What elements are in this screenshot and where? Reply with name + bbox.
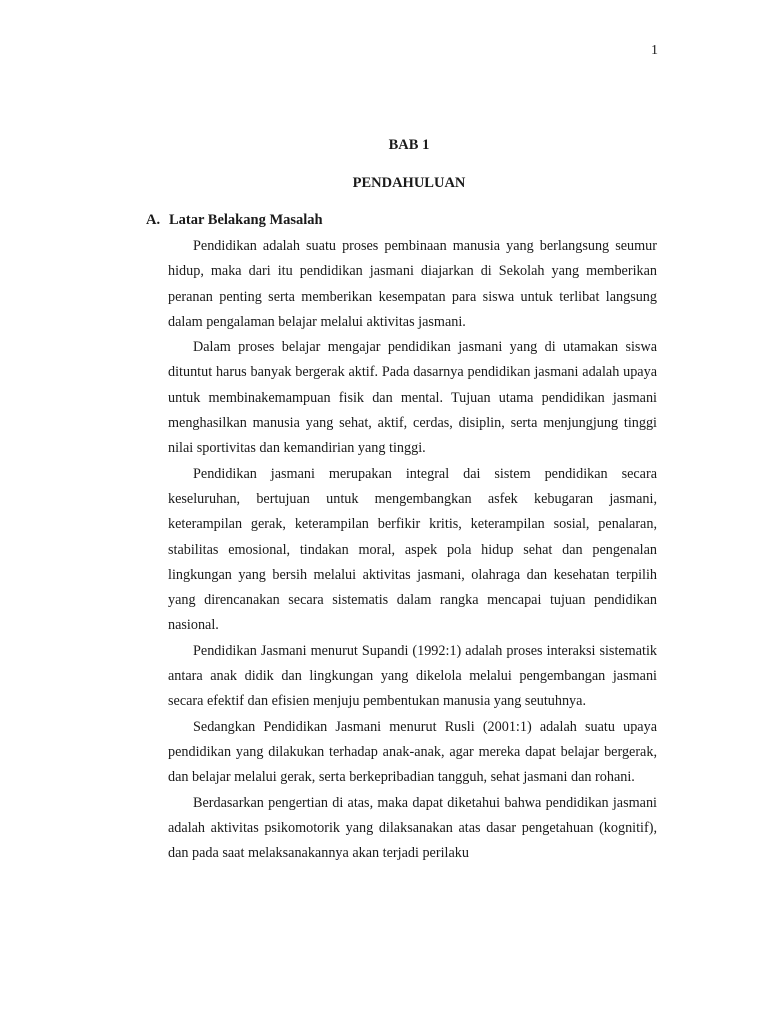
- chapter-title: BAB 1: [388, 137, 430, 153]
- paragraph: Pendidikan adalah suatu proses pembinaan manusia yang berlangsung seumur hidup, maka dari itu pendidikan jasmani diajarkan di Sekolah yang memberikan peranan penting serta memberikan kesempatan para siswa untuk terlibat langsung dalam pengalaman belajar melalui aktivitas jasmani.: [168, 238, 657, 330]
- paragraph-continued: Berdasarkan pengertian di atas, maka dapat diketahui bahwa pendidikan jasmani adalah aktivitas psikomotorik yang dilaksanakan atas dasar pengetahuan (kognitif), dan pada saat melaksanakannya akan terjadi perilaku: [168, 794, 657, 862]
- paragraph: Pendidikan jasmani merupakan integral dai sistem pendidikan secara keseluruhan, bertujuan untuk mengembangkan asfek kebugaran jasmani, keterampilan gerak, keterampilan berfikir kritis, keterampilan sosial, penalaran, stabilitas emosional, tindakan moral, aspek pola hidup sehat dan pengenalan lingkungan yang bersih melalui aktivitas jasmani, olahraga dan kesehatan terpilih yang direncanakan secara sistematis dalam rangka mencapai tujuan pendidikan nasional.: [168, 465, 657, 634]
- section-title: Latar Belakang Masalah: [169, 212, 323, 228]
- paragraph: Pendidikan Jasmani menurut Supandi (1992:1) adalah proses interaksi sistematik antara anak didik dan lingkungan yang dikelola melalui pengembangan jasmani secara efektif dan efisien menjuju pembentukan manusia yang seutuhnya.: [168, 642, 657, 710]
- section-letter: A.: [146, 212, 161, 228]
- body-text: [168, 234, 657, 866]
- paragraph: Sedangkan Pendidikan Jasmani menurut Rusli (2001:1) adalah suatu upaya pendidikan yang dilakukan terhadap anak-anak, agar mereka dapat belajar bergerak, dan belajar melalui gerak, serta berkepribadian tangguh, sehat jasmani dan rohani.: [168, 718, 657, 786]
- page-number: 1: [651, 43, 658, 58]
- chapter-subtitle: PENDAHULUAN: [352, 175, 466, 191]
- paragraph: Dalam proses belajar mengajar pendidikan jasmani yang di utamakan siswa dituntut harus banyak bergerak aktif. Pada dasarnya pendidikan jasmani adalah upaya untuk membinakemampuan fisik dan mental. Tujuan utama pendidikan jasmani menghasilkan manusia yang sehat, aktif, cerdas, disiplin, serta menjungjung tinggi nilai sportivitas dan kemandirian yang tinggi.: [168, 339, 657, 457]
- section-heading: [146, 212, 323, 229]
